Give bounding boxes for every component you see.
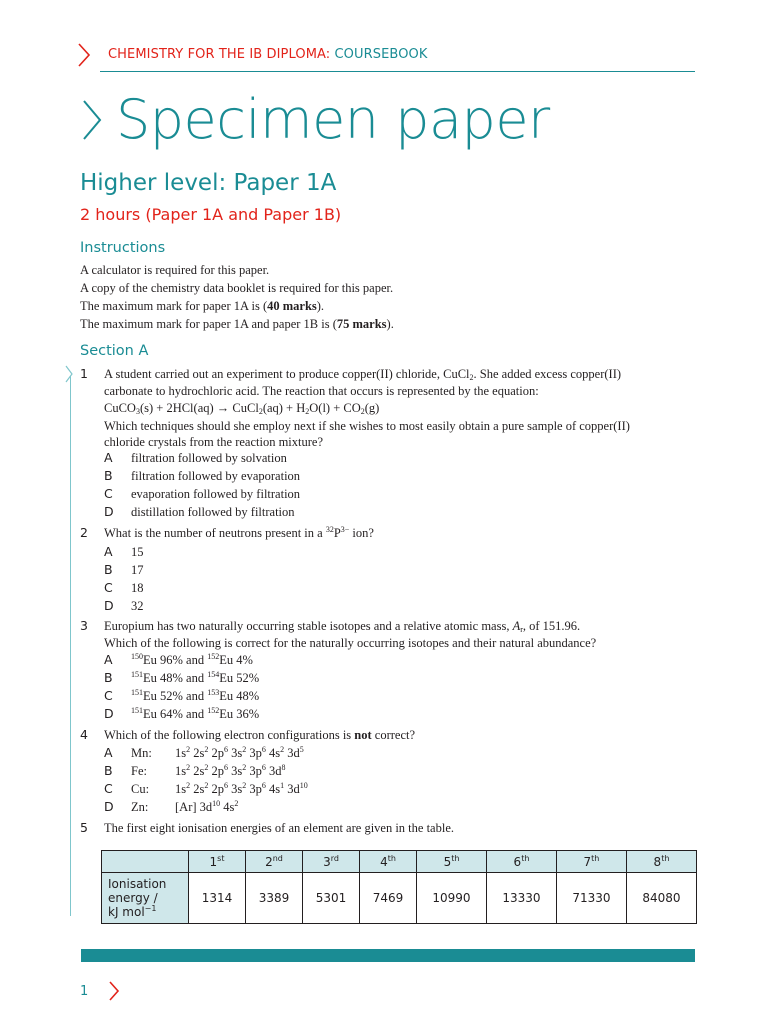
instruction-line: A copy of the chemistry data booklet is required for this paper. bbox=[80, 281, 394, 295]
answer-option[interactable]: C 18 bbox=[104, 580, 144, 595]
question-number: 1 bbox=[80, 366, 88, 381]
answer-option[interactable]: D distillation followed by filtration bbox=[104, 504, 295, 519]
answer-option[interactable]: D $^{151}$Eu 64% and $^{152}$Eu 36% bbox=[104, 706, 260, 721]
answer-option[interactable]: C Cu: $1s^2$ $2s^2$ $2p^6$ $3s^2$ $3p^6$ $4s^1$ $3d^{10}$ bbox=[104, 781, 308, 796]
question-number: 2 bbox=[80, 525, 88, 540]
page-number: 1 bbox=[80, 984, 89, 999]
question-text: chloride crystals from the reaction mixture? bbox=[104, 435, 324, 449]
answer-option[interactable]: D 32 bbox=[104, 598, 144, 613]
question-text: A student carried out an experiment to produce copper(II) chloride, CuCl$_2$. She added excess copper(II) bbox=[104, 367, 622, 382]
table-header-cell: 1st bbox=[189, 851, 246, 873]
chevron-right-icon bbox=[108, 980, 120, 1002]
running-header bbox=[108, 47, 428, 62]
answer-option[interactable]: B $^{151}$Eu 48% and $^{154}$Eu 52% bbox=[104, 670, 260, 685]
chevron-right-icon bbox=[80, 98, 104, 142]
table-cell: 13330 bbox=[486, 873, 556, 924]
section-heading: Section A bbox=[80, 343, 149, 359]
table-cell: 5301 bbox=[303, 873, 360, 924]
instruction-line: The maximum mark for paper 1A is (40 marks). bbox=[80, 299, 325, 313]
ionisation-energy-table bbox=[101, 850, 697, 924]
table-row-header: Ionisation energy / kJ mol$^{-1}$ bbox=[102, 873, 189, 924]
table-header-cell: 5th bbox=[417, 851, 487, 873]
margin-rule bbox=[70, 376, 71, 916]
table-header-cell: 4th bbox=[360, 851, 417, 873]
question-text: Which of the following is correct for the naturally occurring isotopes and their natural abundance? bbox=[104, 635, 597, 650]
table-cell: 7469 bbox=[360, 873, 417, 924]
chevron-right-icon bbox=[64, 365, 74, 383]
answer-option[interactable]: A 15 bbox=[104, 544, 144, 559]
table-cell: 71330 bbox=[556, 873, 626, 924]
question-number: 3 bbox=[80, 618, 88, 633]
table-header-corner bbox=[102, 851, 189, 873]
table-cell: 1314 bbox=[189, 873, 246, 924]
answer-option[interactable]: A $^{150}$Eu 96% and $^{152}$Eu 4% bbox=[104, 652, 253, 667]
answer-option[interactable]: B 17 bbox=[104, 562, 144, 577]
question-number: 5 bbox=[80, 820, 88, 835]
answer-option[interactable]: B filtration followed by evaporation bbox=[104, 468, 301, 483]
table-row bbox=[102, 873, 697, 924]
book-title: CHEMISTRY FOR THE IB DIPLOMA: bbox=[108, 47, 331, 62]
chevron-right-icon bbox=[76, 42, 92, 68]
instruction-line: A calculator is required for this paper. bbox=[80, 263, 270, 277]
footer-bar bbox=[81, 949, 695, 962]
table-header-cell: 3rd bbox=[303, 851, 360, 873]
question-text: What is the number of neutrons present in a $^{32}P^{3-}$ ion? bbox=[104, 525, 374, 540]
table-header-cell: 8th bbox=[626, 851, 696, 873]
question-text: Europium has two naturally occurring stable isotopes and a relative atomic mass, $A_r$, of 151.96. bbox=[104, 619, 581, 634]
table-cell: 84080 bbox=[626, 873, 696, 924]
question-text: The first eight ionisation energies of an element are given in the table. bbox=[104, 821, 454, 835]
instruction-line: The maximum mark for paper 1A and paper 1B is (75 marks). bbox=[80, 317, 394, 331]
answer-option[interactable]: D Zn: [Ar] $3d^{10}$ $4s^2$ bbox=[104, 799, 239, 814]
book-type: COURSEBOOK bbox=[334, 47, 428, 62]
table-header-cell: 7th bbox=[556, 851, 626, 873]
instructions-heading: Instructions bbox=[80, 240, 166, 256]
table-header-cell: 6th bbox=[486, 851, 556, 873]
question-text: Which techniques should she employ next if she wishes to most easily obtain a pure sample of copper(II) bbox=[104, 418, 630, 433]
duration: 2 hours (Paper 1A and Paper 1B) bbox=[80, 205, 342, 224]
paper-subtitle: Higher level: Paper 1A bbox=[80, 170, 337, 196]
question-text: Which of the following electron configurations is not correct? bbox=[104, 728, 416, 742]
page-title: Specimen paper bbox=[116, 88, 550, 151]
header-rule bbox=[100, 71, 695, 72]
equation: CuCO$_3$(s) + 2HCl(aq) → CuCl$_2$(aq) + $H_2O(l) + CO_2(g)$ bbox=[104, 401, 380, 416]
answer-option[interactable]: A filtration followed by solvation bbox=[104, 450, 287, 465]
answer-option[interactable]: A Mn: $1s^2$ $2s^2$ $2p^6$ $3s^2$ $3p^6$ $4s^2$ $3d^5$ bbox=[104, 745, 304, 760]
question-text: carbonate to hydrochloric acid. The reaction that occurs is represented by the equation: bbox=[104, 383, 539, 398]
table-header-row bbox=[102, 851, 697, 873]
table-cell: 3389 bbox=[246, 873, 303, 924]
answer-option[interactable]: C $^{151}$Eu 52% and $^{153}$Eu 48% bbox=[104, 688, 260, 703]
table-cell: 10990 bbox=[417, 873, 487, 924]
table-header-cell: 2nd bbox=[246, 851, 303, 873]
question-number: 4 bbox=[80, 727, 88, 742]
instructions-body bbox=[80, 261, 394, 333]
answer-option[interactable]: C evaporation followed by filtration bbox=[104, 486, 301, 501]
answer-option[interactable]: B Fe: $1s^2$ $2s^2$ $2p^6$ $3s^2$ $3p^6$ $3d^8$ bbox=[104, 763, 286, 778]
